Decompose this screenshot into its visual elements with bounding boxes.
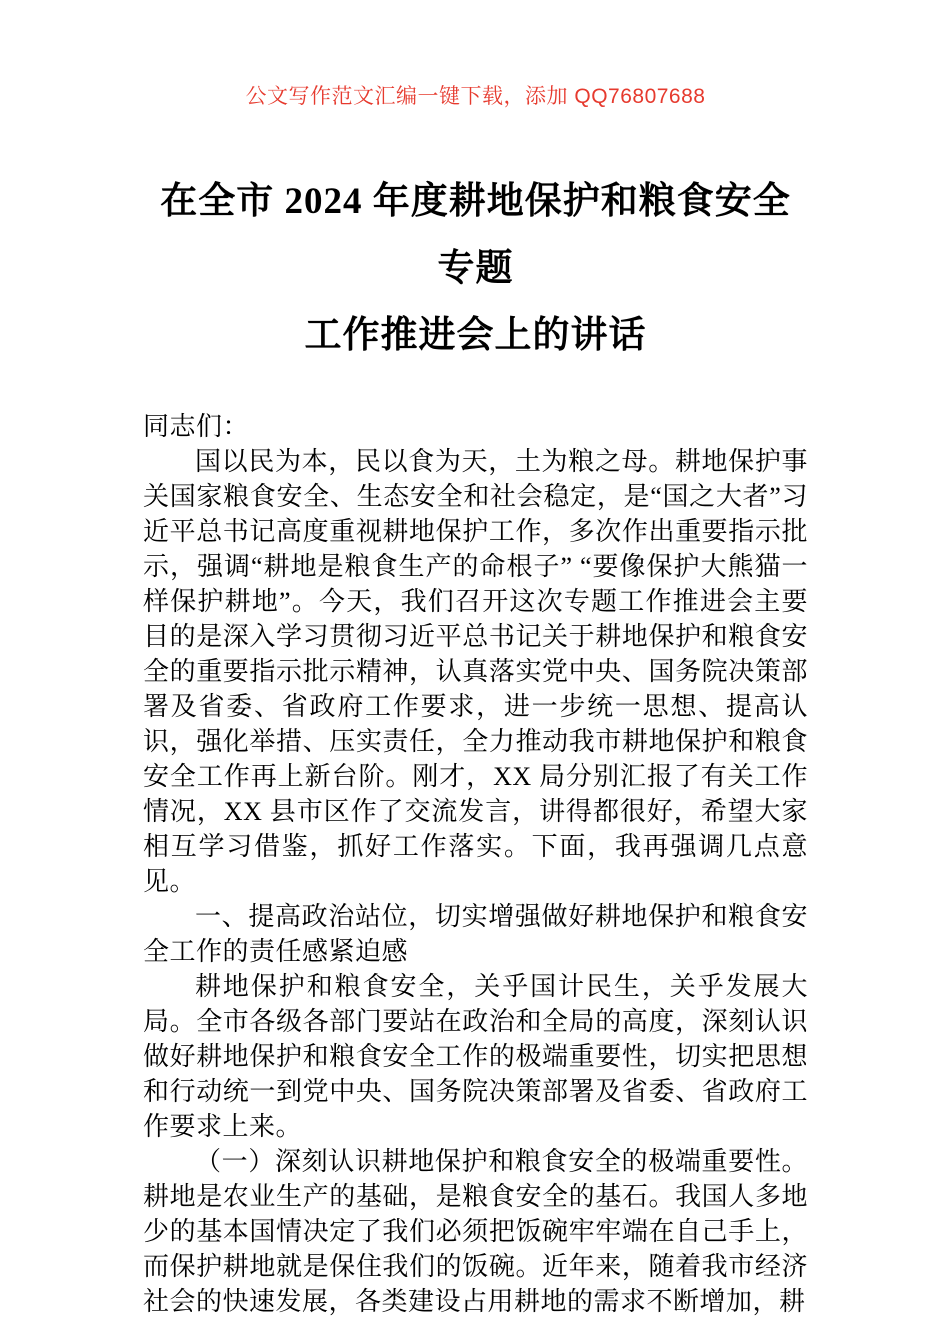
document-title-line-2: 工作推进会上的讲话 (304, 315, 647, 356)
body-paragraph-subsection-1: （一）深刻认识耕地保护和粮食安全的极端重要性。耕地是农业生产的基础，是粮食安全的基石。我国人多地少的基本国情决定了我们必须把饭碗牢牢端在自己手上，而保护耕地就是保住我们的饭碗。近年来，随着我市经济社会的快速发展，各类建设占用耕地的需求不断增加，耕 (143, 1147, 808, 1316)
section-heading-1: 一、提高政治站位，切实增强做好耕地保护和粮食安全工作的责任感紧迫感 (143, 902, 808, 966)
body-paragraph-section-1: 耕地保护和粮食安全，关乎国计民生，关乎发展大局。全市各级各部门要站在政治和全局的高度，深刻认识做好耕地保护和粮食安全工作的极端重要性，切实把思想和行动统一到党中央、国务院决策部署及省委、省政府工作要求上来。 (143, 972, 808, 1141)
document-body (143, 409, 808, 1319)
promo-banner: 公文写作范文汇编一键下载，添加 QQ76807688 (245, 85, 706, 108)
document-title-line-1: 在全市 2024 年度耕地保护和粮食安全专题 (160, 181, 791, 289)
body-paragraph-opening: 国以民为本，民以食为天，土为粮之母。耕地保护事关国家粮食安全、生态安全和社会稳定，是“国之大者”习近平总书记高度重视耕地保护工作，多次作出重要指示批示，强调“耕地是粮食生产的命根子” “要像保护大熊猫一样保护耕地”。今天，我们召开这次专题工作推进会主要目的是深入学习贯彻习近平总书记关于耕地保护和粮食安全的重要指示批示精神，认真落实党中央、国务院决策部署及省委、省政府工作要求，进一步统一思想、提高认识，强化举措、压实责任，全力推动我市耕地保护和粮食安全工作再上新台阶。刚才，XX 局分别汇报了有关工作情况，XX 县市区作了交流发言，讲得都很好，希望大家相互学习借鉴，抓好工作落实。下面，我再强调几点意见。 (143, 447, 808, 896)
document-title (143, 168, 808, 369)
salutation: 同志们： (143, 412, 250, 441)
